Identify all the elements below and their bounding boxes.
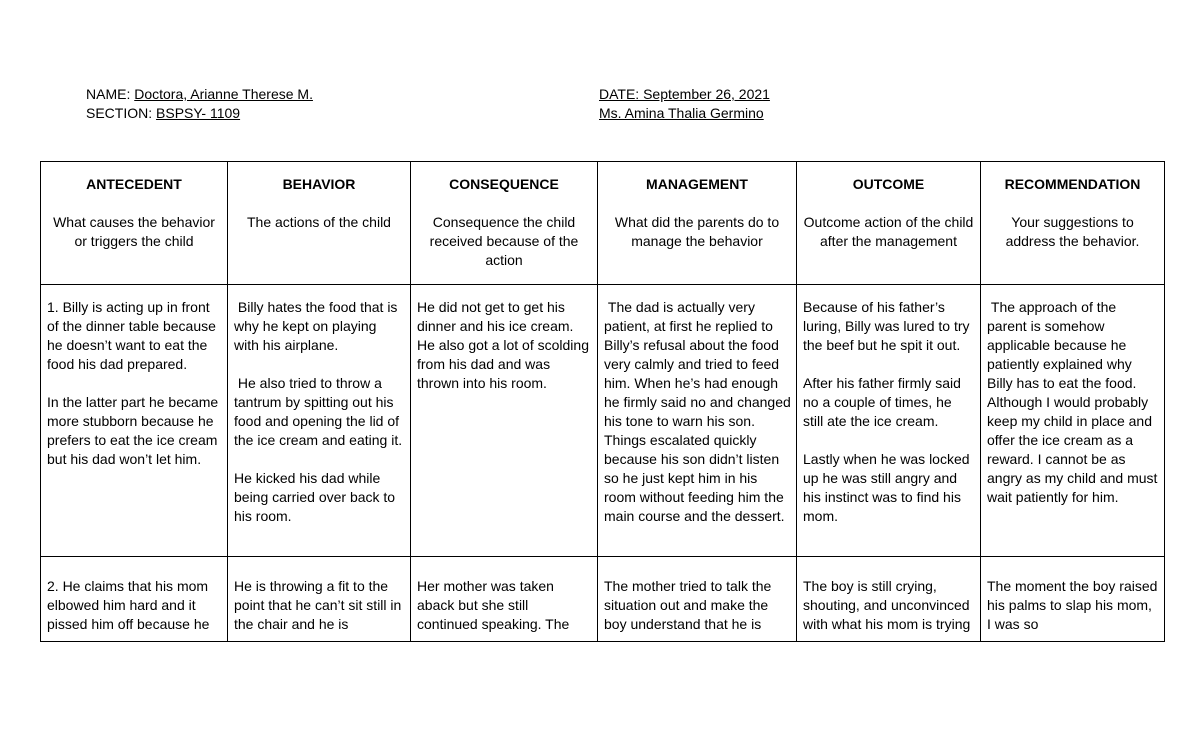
table-cell-behavior: [228, 285, 411, 557]
column-description: What did the parents do to manage the behavior: [614, 214, 780, 249]
table-cell-behavior: [228, 557, 411, 642]
cell-text: Because of his father’s luring, Billy was lured to try the beef but he spit it out. After his father firmly said no a couple of times, he still ate the ice cream. Lastly when he was locked up he was still angry and his instinct was to find his mom.: [803, 299, 970, 524]
column-description: What causes the behavior or triggers the child: [53, 214, 215, 249]
table-cell-management: [598, 285, 797, 557]
table-cell-recommendation: [981, 557, 1165, 642]
cell-text: The boy is still crying, shouting, and unconvinced with what his mom is trying: [803, 578, 974, 632]
abc-behavior-table: [40, 161, 1165, 642]
table-cell-management: [598, 557, 797, 642]
table-cell-recommendation: [981, 285, 1165, 557]
header-cell-management: [598, 162, 797, 285]
cell-text: The approach of the parent is somehow applicable because he patiently explained why Billy has to eat the food. Although I would probably keep my child in place and offer the ice cream as a reward. I cannot be as angry as my child and must wait patiently for him.: [987, 299, 1162, 505]
cell-text: He did not get to get his dinner and his ice cream. He also got a lot of scolding from his dad and was thrown into his room.: [417, 299, 593, 391]
name-value: Doctora, Arianne Therese M.: [134, 86, 313, 102]
table-cell-antecedent: [41, 285, 228, 557]
cell-text: Billy hates the food that is why he kept on playing with his airplane. He also tried to throw a tantrum by spitting out his food and opening the lid of the ice cream and eating it. He kicked his dad while being carried over back to his room.: [234, 299, 403, 524]
table-cell-consequence: [411, 285, 598, 557]
table-row: [41, 557, 1165, 642]
column-title: ANTECEDENT: [86, 176, 182, 192]
date-line: DATE: September 26, 2021: [599, 86, 770, 102]
column-description: Your suggestions to address the behavior.: [1005, 214, 1140, 249]
table-cell-antecedent: [41, 557, 228, 642]
column-description: The actions of the child: [247, 214, 391, 230]
table-cell-outcome: [797, 557, 981, 642]
section-label: SECTION:: [86, 105, 157, 121]
table-cell-consequence: [411, 557, 598, 642]
column-title: MANAGEMENT: [646, 176, 748, 192]
column-description: Outcome action of the child after the management: [803, 214, 974, 249]
instructor-line: Ms. Amina Thalia Germino: [599, 105, 764, 121]
column-title: CONSEQUENCE: [449, 176, 559, 192]
column-title: RECOMMENDATION: [1004, 176, 1141, 192]
table-header-row: [41, 162, 1165, 285]
column-description: Consequence the child received because of the action: [429, 214, 579, 268]
header-cell-antecedent: [41, 162, 228, 285]
cell-text: Her mother was taken aback but she still continued speaking. The: [417, 578, 570, 632]
name-line: [86, 85, 313, 104]
student-info: [86, 85, 313, 123]
header-cell-recommendation: [981, 162, 1165, 285]
table-cell-outcome: [797, 285, 981, 557]
section-value: BSPSY- 1109: [156, 105, 241, 121]
cell-text: 2. He claims that his mom elbowed him hard and it pissed him off because he: [47, 578, 212, 632]
section-line: [86, 104, 313, 123]
header-cell-outcome: [797, 162, 981, 285]
name-label: NAME:: [86, 86, 135, 102]
date-info: [599, 85, 770, 123]
cell-text: The dad is actually very patient, at first he replied to Billy’s refusal about the food very calmly and tried to feed him. When he’s had enough he firmly said no and changed his tone to warn his son. Things escalated quickly because his son didn’t listen so he just kept him in his room without feeding him the main course and the dessert.: [604, 299, 795, 524]
cell-text: The mother tried to talk the situation out and make the boy understand that he is: [604, 578, 776, 632]
cell-text: 1. Billy is acting up in front of the dinner table because he doesn’t want to eat the food his dad prepared. In the latter part he became more stubborn because he prefers to eat the ice cream but his dad won’t let him.: [47, 299, 219, 467]
header-cell-consequence: [411, 162, 598, 285]
header-cell-behavior: [228, 162, 411, 285]
column-title: BEHAVIOR: [282, 176, 356, 192]
cell-text: He is throwing a fit to the point that he can’t sit still in the chair and he is: [234, 578, 406, 632]
table-row: [41, 285, 1165, 557]
cell-text: The moment the boy raised his palms to slap his mom, I was so: [987, 578, 1162, 632]
column-title: OUTCOME: [852, 176, 925, 192]
